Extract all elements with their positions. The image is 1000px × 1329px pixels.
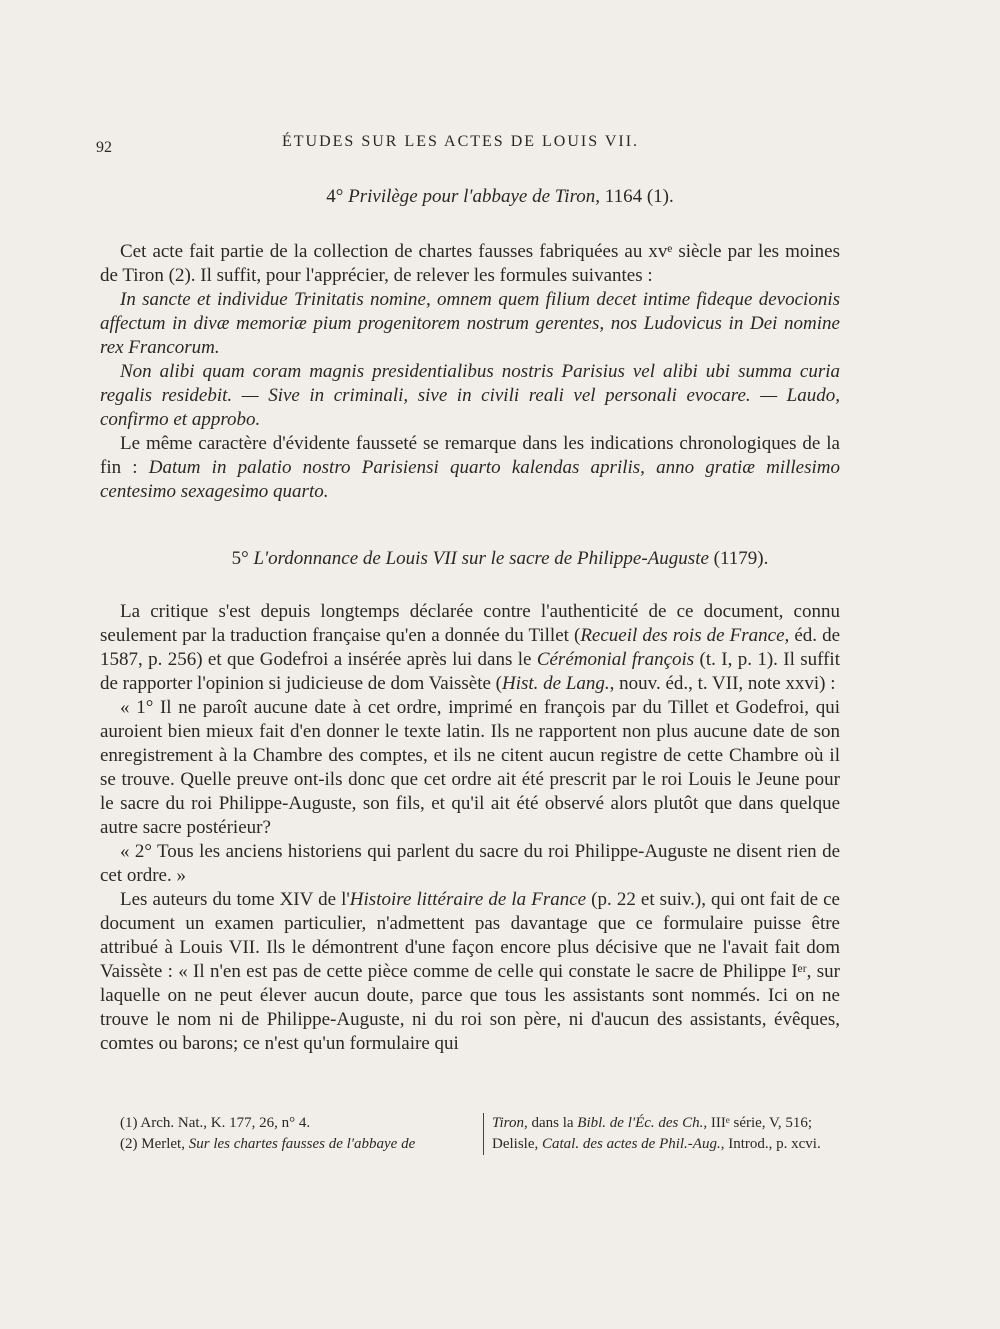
citation-hist-lang: Hist. de Lang. — [501, 673, 610, 694]
text-run: (p. 22 et suiv.), qui ont fait de ce document un examen particulier, n'admettent pas davantage que ce formulaire puisse être attribué à Louis VII. Ils le démontrent d'une façon encore plus décisive que ne l'avait fait dom Vaissète : « Il n'en est pas de cette pièce comme de celle qui constate le sacre de Philippe Iᵉʳ, sur laquelle on ne peut élever aucun doute, parce que tous les assistants sont nommés. Ici on ne trouve le nom ni de Philippe-Auguste, ni du roi son père, ni d'aucun des assistants, évêques, comtes ou barons; ce n'est qu'un formulaire qui — [100, 889, 840, 1054]
text-run: , dans la — [523, 1115, 578, 1131]
text-run: Delisle, — [492, 1136, 542, 1152]
section-5-paragraph-2 — [100, 888, 840, 1056]
section-4-quote-2: Non alibi quam coram magnis presidentialibus nostris Parisius vel alibi ubi summa curia regalis residebit. — Sive in criminali, sive in civili reali vel personali evocare. — Laudo, confirmo et approbo. — [100, 361, 840, 430]
section-4-quote-1: In sancte et individue Trinitatis nomine, omnem quem filium decet intime fideque devocionis affectum in divæ memoriæ pium progenitorem nostrum gerentes, nos Ludovicus in Dei nomine rex Francorum. — [100, 289, 840, 358]
footnotes-right-column — [483, 1113, 852, 1155]
section-5-title: L'ordonnance de Louis VII sur le sacre de Philippe-Auguste — [253, 548, 709, 569]
text-run: , éd. de 1587, p. 256) et que Godefroi a insérée après lui dans le — [100, 625, 841, 670]
text-run-italic: Catal. des actes de Phil.-Aug. — [542, 1136, 721, 1152]
text-run: (2) Merlet, — [120, 1136, 189, 1152]
footnote-2-continued-2 — [492, 1134, 852, 1155]
text-run-italic: Tiron — [492, 1115, 524, 1131]
section-5-number: 5° — [231, 548, 249, 569]
section-5-quote-1: « 1° Il ne paroît aucune date à cet ordre, imprimé en françois par du Tillet et Godefroi, qui auroient bien mieux fait d'en donner le texte latin. Ils ne rapportent non plus aucune date de son enregistrement à la Chambre des comptes, et ils ne citent aucun registre de cette Chambre où il se trouve. Quelle preuve ont-ils donc que cet ordre ait été prescrit par le roi Louis le Jeune pour le sacre du roi Philippe-Auguste, son fils, et qu'il ait été observé alors plutôt que dans quelque autre sacre postérieur? — [100, 697, 840, 838]
citation-recueil: Recueil des rois de France — [580, 625, 785, 646]
section-4-title: Privilège pour l'abbaye de Tiron, — [348, 186, 601, 207]
text-run: (t. I, p. 1). Il suffit de rapporter l'opinion si judicieuse de dom Vaissète ( — [100, 649, 840, 694]
section-5-year: (1179). — [713, 548, 769, 569]
citation-ceremonial: Cérémonial françois — [536, 649, 695, 670]
citation-histoire-litteraire: Histoire littéraire de la France — [349, 889, 587, 910]
section-4-paragraph-1: Cet acte fait partie de la collection de chartes fausses fabriquées au xvᵉ siècle par les moines de Tiron (2). Il suffit, pour l'apprécier, de relever les formules suivantes : — [100, 241, 840, 286]
text-run: , nouv. éd., t. VII, note xxvi) : — [609, 673, 836, 694]
section-4-heading — [0, 186, 1000, 208]
section-4-paragraph-2-latin: Datum in palatio nostro Parisiensi quarto kalendas aprilis, anno gratiæ millesimo centesimo sexagesimo quarto. — [100, 457, 840, 502]
page-number: 92 — [96, 139, 112, 156]
section-4-paragraph-2-text: Le même caractère d'évidente fausseté se remarque dans les indications chronologiques de la fin : — [100, 433, 840, 478]
text-run: , Introd., p. xcvi. — [720, 1136, 821, 1152]
text-run: , IIIᵉ série, V, 516; — [703, 1115, 813, 1131]
section-4-paragraph-2 — [100, 432, 840, 504]
section-4-body — [100, 240, 840, 504]
section-5-body — [100, 600, 840, 1056]
text-run: La critique s'est depuis longtemps déclarée contre l'authenticité de ce document, connu seulement par la traduction française qu'en a donnée du Tillet ( — [100, 601, 840, 646]
text-run-italic: Bibl. de l'Éc. des Ch. — [577, 1115, 704, 1131]
section-5-quote-2: « 2° Tous les anciens historiens qui parlent du sacre du roi Philippe-Auguste ne disent rien de cet ordre. » — [100, 841, 840, 886]
text-run: Les auteurs du tome XIV de l' — [120, 889, 350, 910]
section-5-paragraph-1 — [100, 600, 840, 696]
section-5-heading — [0, 548, 1000, 570]
running-title: ÉTUDES SUR LES ACTES DE LOUIS VII. — [282, 133, 640, 150]
footnote-2-continued-1 — [492, 1113, 852, 1134]
footnotes — [100, 1113, 840, 1163]
section-4-number: 4° — [326, 186, 344, 207]
text-run-italic: Sur les chartes fausses de l'abbaye de — [188, 1136, 416, 1152]
running-head — [96, 131, 856, 159]
footnote-1: (1) Arch. Nat., K. 177, 26, n° 4. — [120, 1115, 311, 1131]
section-4-year: 1164 (1). — [604, 186, 674, 207]
